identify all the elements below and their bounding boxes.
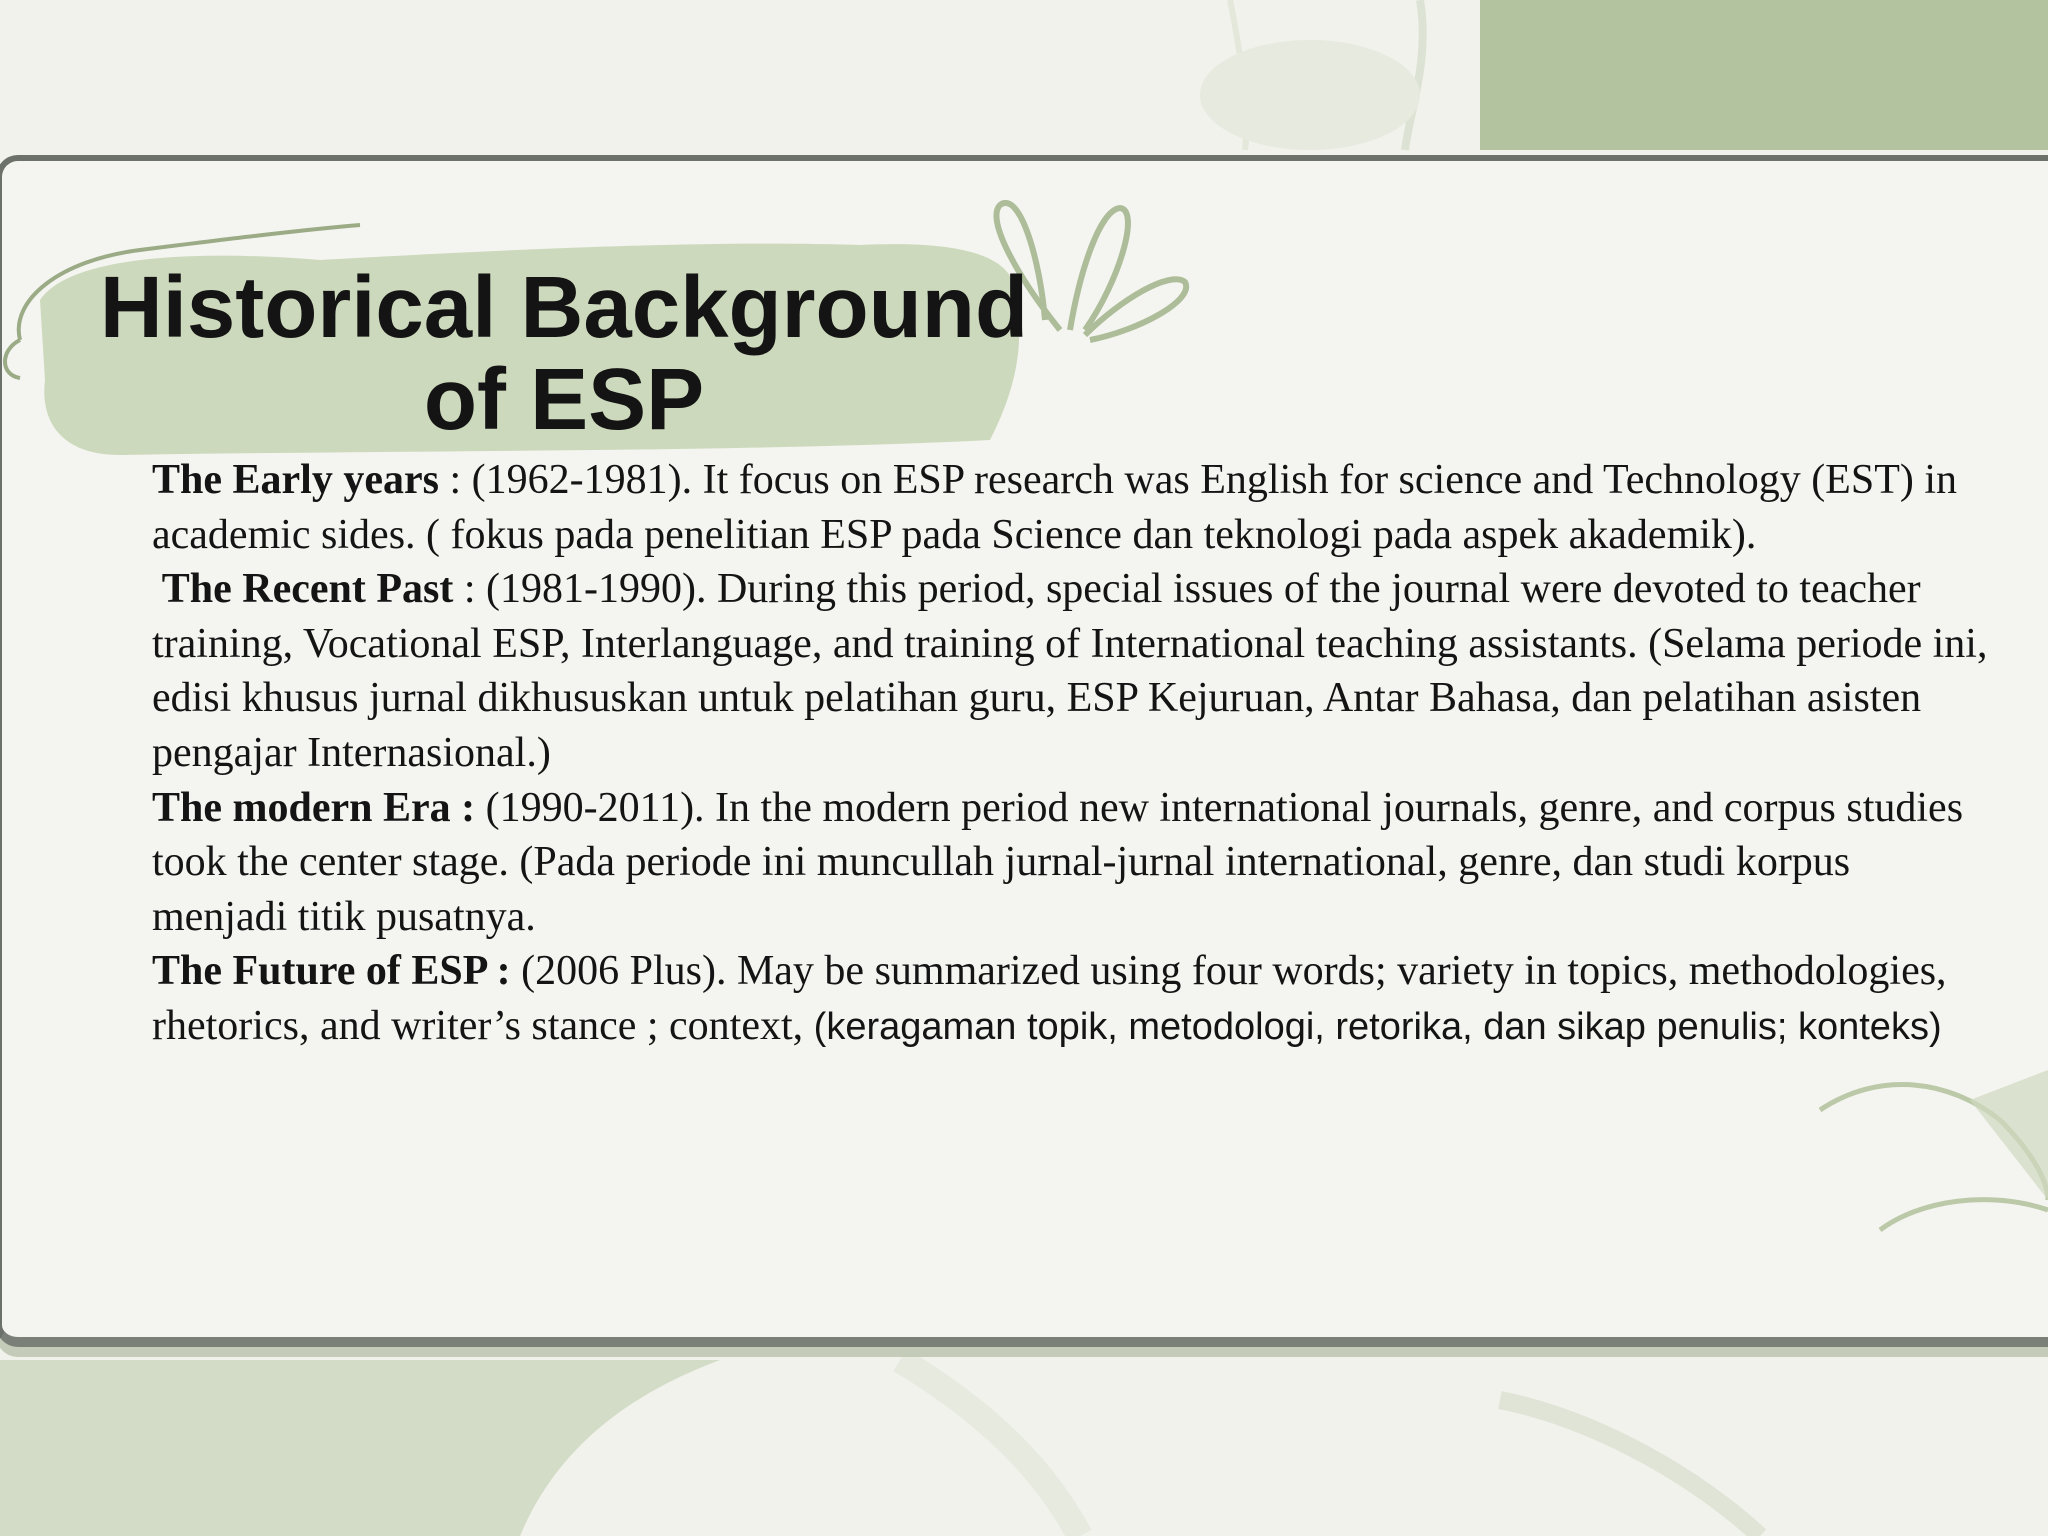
paragraph-modern-era bbox=[152, 781, 1992, 945]
slide-title bbox=[64, 259, 1064, 448]
early-years-text: : (1962-1981). It focus on ESP research was English for science and Technology (EST) in academic sides. ( fokus pada penelitian ESP pada Science dan teknologi pada aspek akademik). bbox=[152, 457, 1957, 558]
future-of-esp-translation: (keragaman topik, metodologi, retorika, dan sikap penulis; konteks) bbox=[813, 1005, 1942, 1048]
future-of-esp-text: (2006 Plus). May be summarized using four words; variety in topics, methodologies, rhetorics, and writer’s stance ; context, bbox=[152, 948, 1947, 1049]
slide-title-line-2: of ESP bbox=[423, 351, 705, 448]
early-years-label: The Early years bbox=[152, 457, 439, 503]
recent-past-label: The Recent Past bbox=[152, 566, 454, 613]
paragraph-recent-past bbox=[152, 562, 1992, 780]
paragraph-future-of-esp bbox=[152, 944, 1992, 1054]
recent-past-text: : (1981-1990). During this period, special issues of the journal were devoted to teacher training, Vocational ESP, Interlanguage, and training of International teaching assistants. (Selama periode ini, edisi khusus jurnal dikhususkan untuk pelatihan guru, ESP Kejuruan, Antar Bahasa, dan pelatihan asisten pengajar Internasional.) bbox=[152, 566, 1988, 776]
slide-title-line-1: Historical Background bbox=[99, 259, 1029, 356]
slide-body bbox=[152, 453, 1992, 1055]
modern-era-text: (1990-2011). In the modern period new international journals, genre, and corpus studies took the center stage. (Pada periode ini muncullah jurnal-jurnal international, genre, dan studi korpus menjadi titik pusatnya. bbox=[152, 784, 1964, 940]
modern-era-label: The modern Era : bbox=[152, 784, 476, 831]
paragraph-early-years bbox=[152, 453, 1992, 562]
future-of-esp-label: The Future of ESP : bbox=[152, 948, 511, 995]
